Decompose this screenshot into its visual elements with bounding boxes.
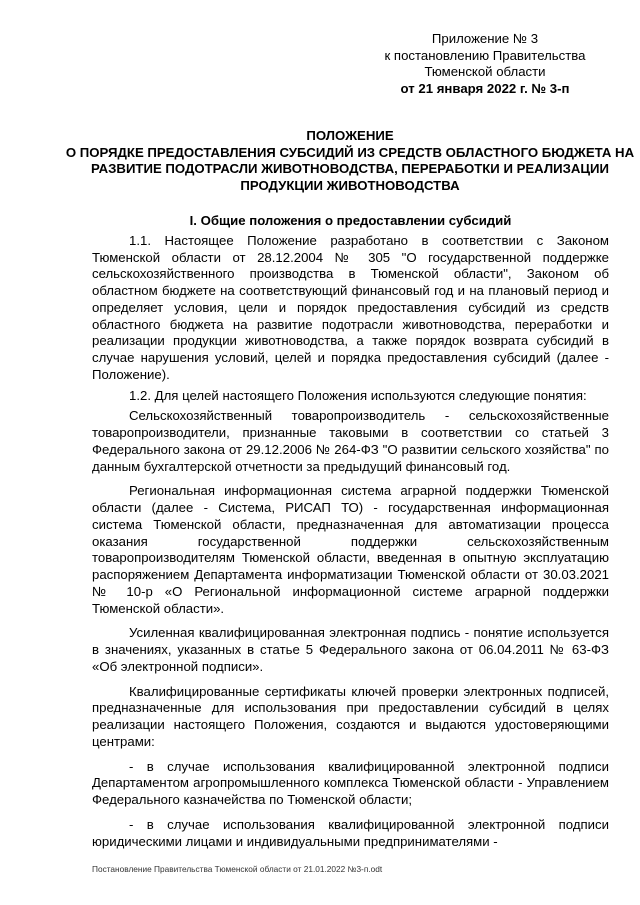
paragraph: 1.1. Настоящее Положение разработано в соответствии с Законом Тюменской области от 28.12.2004 № 305 "О государственной поддержке сельскохозяйственного производства в Тюменской области", Законом об областном бюджете на соответствующий финансовый год и на плановый период и определяет условия, цели и порядок предоставления субсидий из средств областного бюджета на развитие подотрасли животноводства, переработки и реализации продукции животноводства, а также порядок возврата субсидий в случае нарушения условий, целей и порядка предоставления субсидий (далее - Положение). (92, 232, 609, 382)
document-heading (60, 128, 640, 194)
document-body (92, 213, 609, 858)
appendix-number: Приложение № 3 (431, 31, 539, 46)
page-footer: Постановление Правительства Тюменской области от 21.01.2022 №3-п.odt (92, 864, 383, 874)
appendix-reference: к постановлению Правительства (384, 47, 586, 63)
appendix-block (370, 31, 600, 97)
paragraph: Региональная информационная система аграрной поддержки Тюменской области (далее - Система, РИСАП ТО) - государственная информационная система Тюменской области, предназначенная для автоматизации процесса оказания государственной поддержки сельскохозяйственным товаропроизводителям Тюменской области, введенная в опытную эксплуатацию распоряжением Департамента информатизации Тюменской области от 30.03.2021 № 10-р «О Региональной информационной системе аграрной поддержки Тюменской области». (92, 483, 609, 616)
section-title: I. Общие положения о предоставлении субсидий (189, 213, 512, 228)
paragraph: Квалифицированные сертификаты ключей проверки электронных подписей, предназначенные для использования при предоставлении субсидий в целях реализации настоящего Положения, создаются и выдаются удостоверяющими центрами: (92, 683, 609, 749)
paragraph: Усиленная квалифицированная электронная подпись - понятие используется в значениях, указанных в статье 5 Федерального закона от 06.04.2011 № 63-ФЗ «Об электронной подписи». (92, 625, 609, 674)
paragraph: 1.2. Для целей настоящего Положения используются следующие понятия: (129, 387, 587, 403)
appendix-date: от 21 января 2022 г. № 3-п (400, 80, 570, 96)
paragraph: - в случае использования квалифицированной электронной подписи Департаментом агропромышленного комплекса Тюменской области - Управлением Федерального казначейства по Тюменской области; (92, 758, 609, 807)
paragraph: Сельскохозяйственный товаропроизводитель - сельскохозяйственные товаропроизводители, признанные таковыми в соответствии со статьей 3 Федерального закона от 29.12.2006 № 264-ФЗ "О развитии сельского хозяйства" по данным бухгалтерской отчетности за предыдущий финансовый год. (92, 408, 609, 474)
heading-title: ПОЛОЖЕНИЕ (306, 128, 394, 143)
paragraph: - в случае использования квалифицированной электронной подписи юридическими лицами и индивидуальными предпринимателями - (92, 816, 609, 849)
heading-subject: О ПОРЯДКЕ ПРЕДОСТАВЛЕНИЯ СУБСИДИЙ ИЗ СРЕДСТВ ОБЛАСТНОГО БЮДЖЕТА НА РАЗВИТИЕ ПОДОТРАСЛИ ЖИВОТНОВОДСТВА, ПЕРЕРАБОТКИ И РЕАЛИЗАЦИИ ПРОДУКЦИИ ЖИВОТНОВОДСТВА (65, 144, 635, 193)
appendix-region: Тюменской области (424, 64, 546, 80)
